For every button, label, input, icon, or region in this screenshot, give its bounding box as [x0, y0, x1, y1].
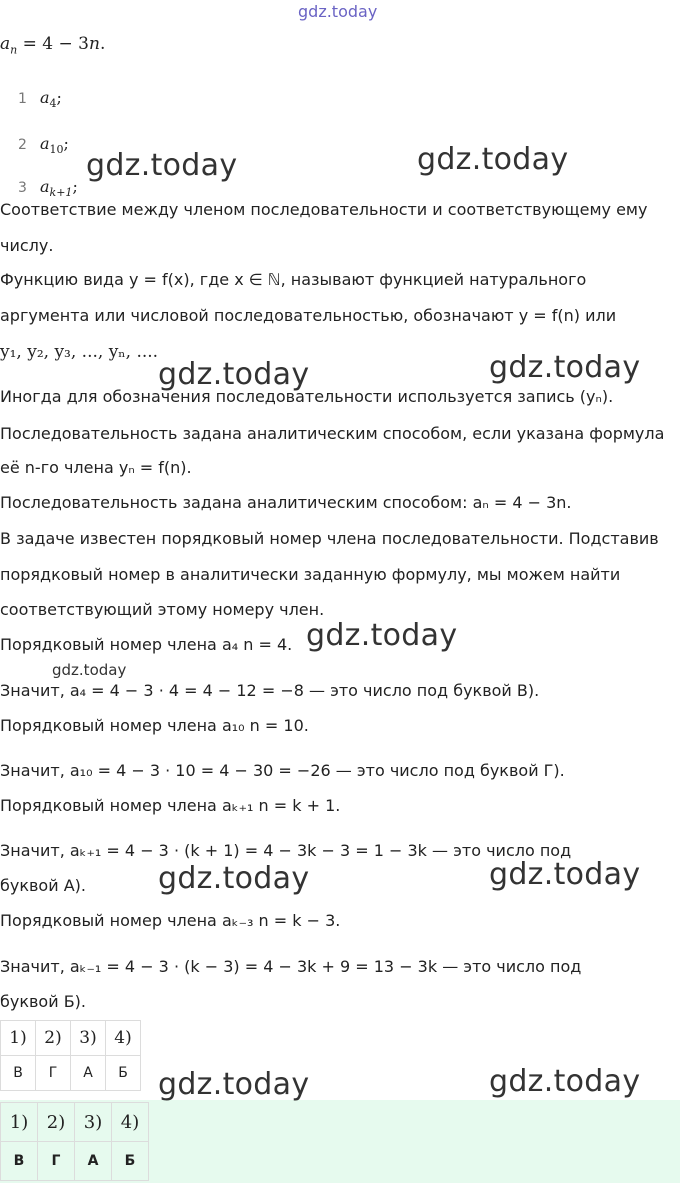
table-header-cell: 3) — [75, 1103, 112, 1142]
text-line: Порядковый номер члена aₖ₊₁ n = k + 1. — [0, 796, 341, 815]
text-line: Значит, a₁₀ = 4 − 3 · 10 = 4 − 30 = −26 — это число под буквой Г). — [0, 761, 565, 780]
table-header-cell: 4) — [112, 1103, 149, 1142]
watermark: gdz.today — [86, 148, 238, 183]
answer-table — [0, 1020, 141, 1091]
text-line: Значит, a₄ = 4 − 3 · 4 = 4 − 12 = −8 — это число под буквой В). — [0, 681, 540, 700]
text-line: Последовательность задана аналитическим способом: aₙ = 4 − 3n. — [0, 493, 572, 512]
table-cell: В — [1, 1056, 36, 1091]
text-line: Порядковый номер члена aₖ₋₃ n = k − 3. — [0, 911, 341, 930]
watermark: gdz.today — [158, 861, 310, 896]
table-header-cell: 1) — [1, 1021, 36, 1056]
text-line: аргумента или числовой последовательностью, обозначают y = f(n) или — [0, 306, 617, 325]
task-item: 3 $a_{k+1}$; — [18, 177, 78, 200]
watermark: gdz.today — [158, 357, 310, 392]
table-cell: А — [71, 1056, 106, 1091]
table-header-cell: 2) — [38, 1103, 75, 1142]
watermark: gdz.today — [489, 1064, 641, 1099]
watermark-top: gdz.today — [298, 2, 378, 21]
watermark-small: gdz.today — [52, 661, 127, 679]
task-item: 1 $a_4$; — [18, 88, 62, 111]
table-cell: Г — [36, 1056, 71, 1091]
text-line: Иногда для обозначения последовательности используется запись (yₙ). — [0, 387, 614, 406]
table-header-cell: 2) — [36, 1021, 71, 1056]
text-line: y₁, y₂, y₃, ..., yₙ, .... — [0, 342, 159, 362]
watermark: gdz.today — [489, 857, 641, 892]
table-cell: А — [75, 1142, 112, 1181]
text-line: Последовательность задана аналитическим способом, если указана формула — [0, 424, 665, 443]
text-line: Соответствие между членом последовательности и соответствующему ему — [0, 200, 648, 219]
main-formula: $a_n = 4 - 3n$. — [0, 34, 106, 57]
table-header-cell: 1) — [1, 1103, 38, 1142]
table-header-cell: 3) — [71, 1021, 106, 1056]
text-line: В задаче известен порядковый номер члена последовательности. Подставив — [0, 529, 659, 548]
task-number: 3 — [18, 180, 27, 196]
table-cell: Б — [112, 1142, 149, 1181]
text-line: порядковый номер в аналитически заданную формулу, мы можем найти — [0, 565, 621, 584]
table-cell: Б — [106, 1056, 141, 1091]
table-header-cell: 4) — [106, 1021, 141, 1056]
watermark: gdz.today — [489, 350, 641, 385]
table-cell: В — [1, 1142, 38, 1181]
text-line: Порядковый номер члена a₄ n = 4. — [0, 635, 293, 654]
final-answer-table — [0, 1102, 149, 1181]
watermark: gdz.today — [158, 1067, 310, 1102]
text-line: Порядковый номер члена a₁₀ n = 10. — [0, 716, 309, 735]
text-line: буквой А). — [0, 876, 86, 895]
text-line: Значит, aₖ₊₁ = 4 − 3 · (k + 1) = 4 − 3k − 3 = 1 − 3k — это число под — [0, 841, 572, 860]
text-line: числу. — [0, 236, 54, 255]
text-line: буквой Б). — [0, 992, 87, 1011]
task-item: 2 $a_{10}$; — [18, 134, 69, 157]
task-number: 2 — [18, 137, 27, 153]
watermark: gdz.today — [306, 618, 458, 653]
text-line: её n-го члена yₙ = f(n). — [0, 458, 192, 477]
text-line: Значит, aₖ₋₁ = 4 − 3 · (k − 3) = 4 − 3k + 9 = 13 − 3k — это число под — [0, 957, 582, 976]
task-number: 1 — [18, 91, 27, 107]
text-line: Функцию вида y = f(x), где x ∈ ℕ, называют функцией натурального — [0, 270, 587, 289]
watermark: gdz.today — [417, 142, 569, 177]
text-line: соответствующий этому номеру член. — [0, 600, 325, 619]
table-cell: Г — [38, 1142, 75, 1181]
